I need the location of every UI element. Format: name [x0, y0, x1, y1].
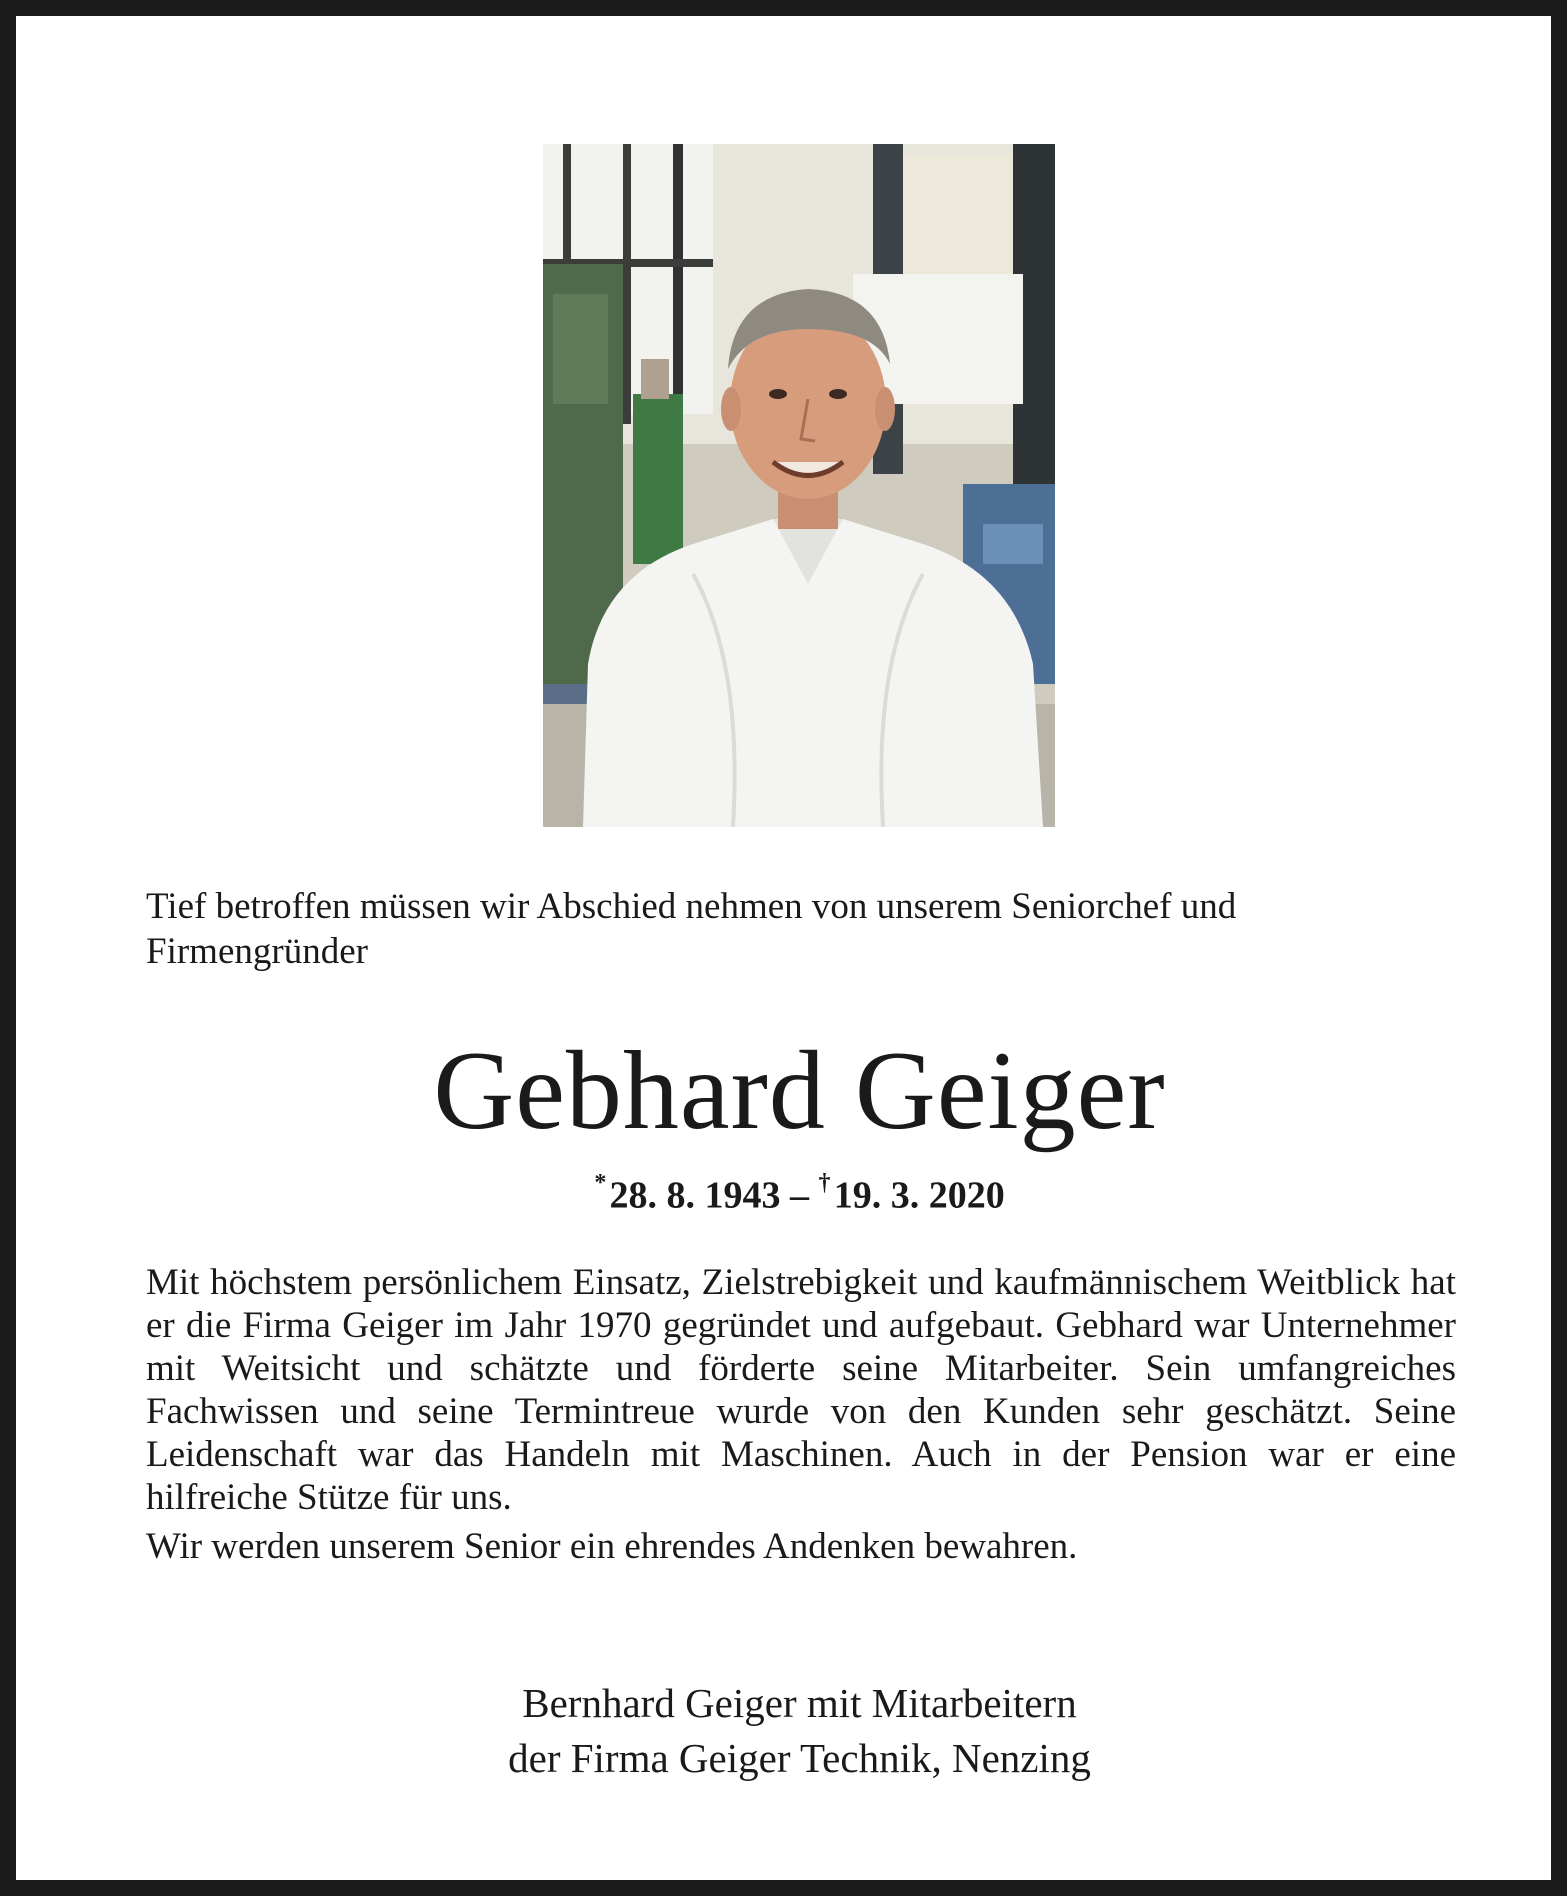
- portrait-photo: [543, 144, 1055, 827]
- death-symbol: †: [818, 1170, 831, 1196]
- intro-text: Tief betroffen müssen wir Abschied nehmen von unserem Seniorchef und Firmengründer: [146, 886, 1237, 972]
- tribute-text: Mit höchstem persönlichem Einsatz, Zielstrebigkeit und kaufmännischem Weitblick hat er die Firma Geiger im Jahr 1970 gegründet und aufgebaut. Gebhard war Unternehmer mit Weitsicht und schätzte und förderte seine Mitarbeiter. Sein umfangreiches Fachwissen und seine Termintreue wurde von den Kunden sehr geschätzt. Seine Leidenschaft war das Handeln mit Maschinen. Auch in der Pension war er eine hilfreiche Stütze für uns.: [146, 1262, 1456, 1518]
- life-dates: [16, 1164, 1567, 1219]
- deceased-name: Gebhard Geiger: [433, 1029, 1166, 1153]
- closing-text: Wir werden unserem Senior ein ehrendes Andenken bewahren.: [146, 1526, 1078, 1567]
- signature-line-1: Bernhard Geiger mit Mitarbeitern: [522, 1680, 1077, 1726]
- birth-symbol: *: [594, 1170, 607, 1196]
- birth-date: 28. 8. 1943: [609, 1174, 781, 1217]
- signature-line-2: der Firma Geiger Technik, Nenzing: [508, 1735, 1091, 1781]
- death-date: 19. 3. 2020: [833, 1174, 1005, 1217]
- portrait-illustration: [543, 144, 1055, 827]
- date-separator: –: [780, 1174, 819, 1217]
- signature-block: [16, 1676, 1567, 1786]
